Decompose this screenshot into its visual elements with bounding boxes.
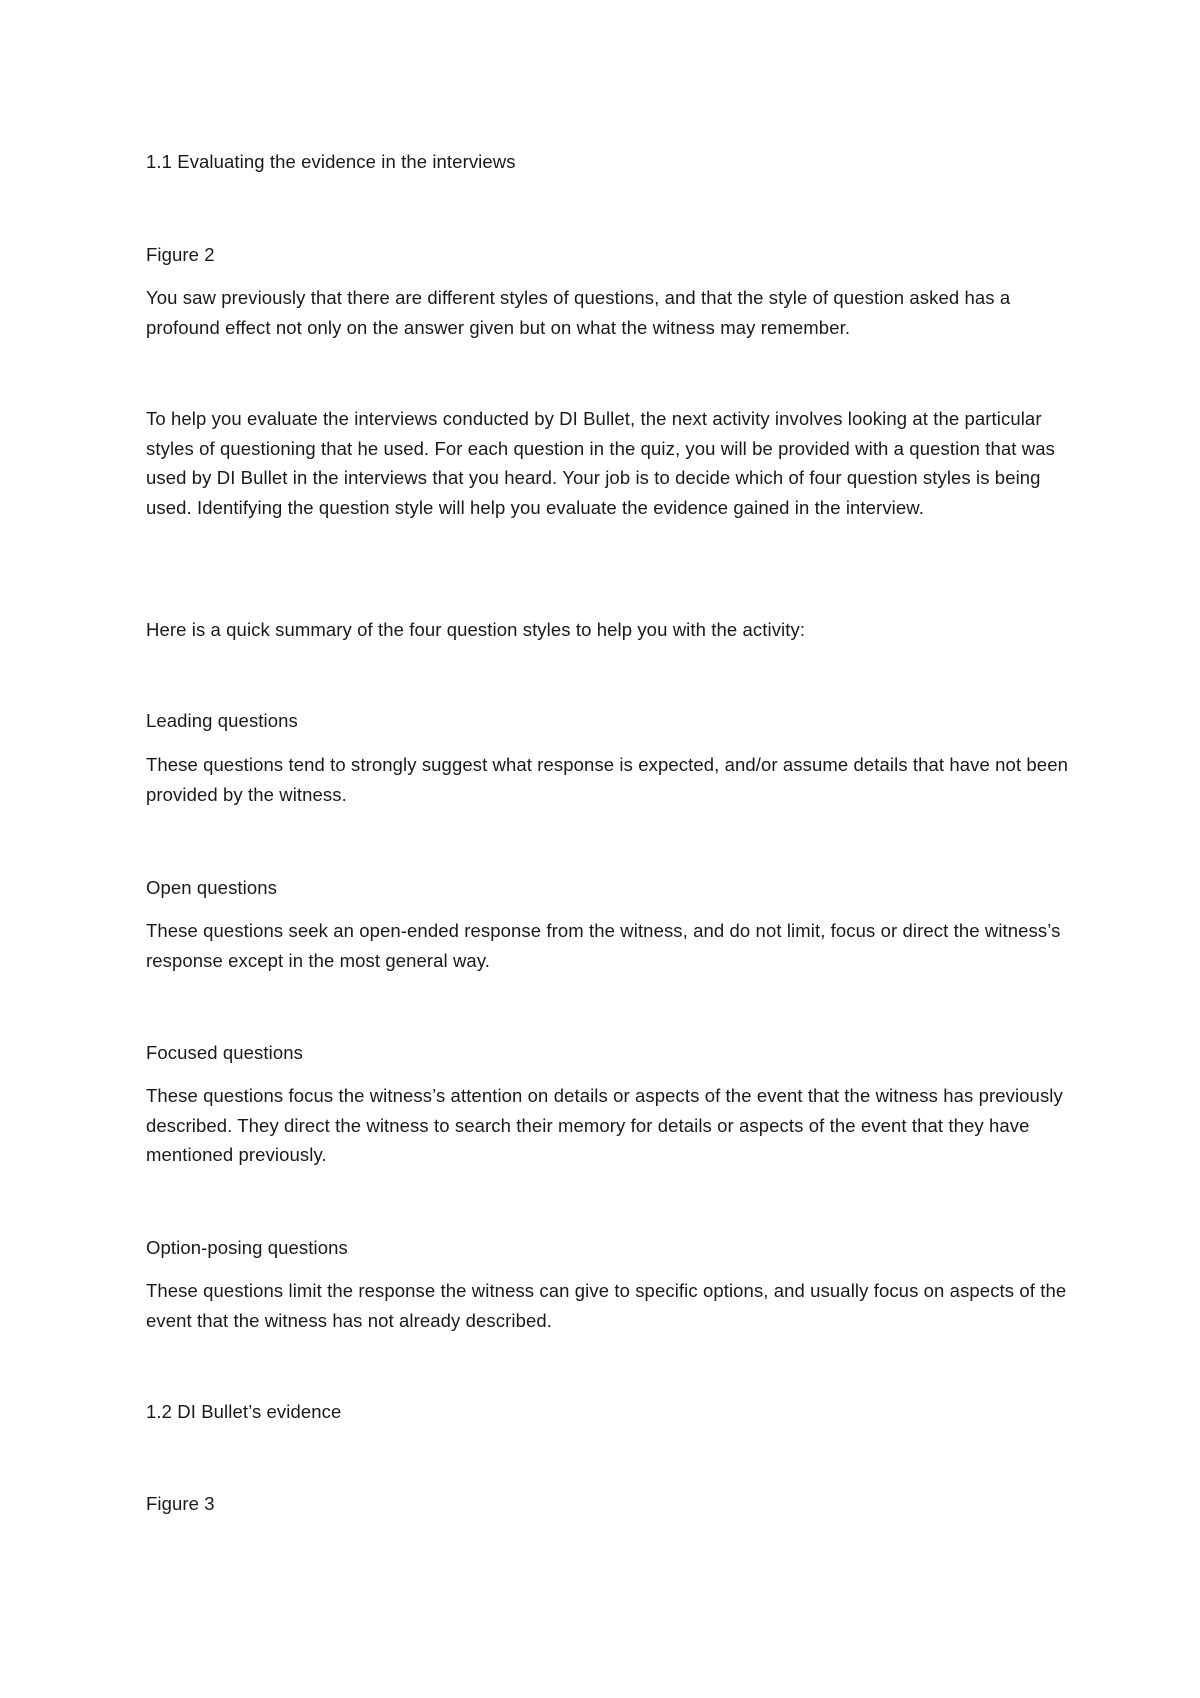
section-heading-bullet-evidence: 1.2 DI Bullet’s evidence [146, 1401, 342, 1422]
style-title-open: Open questions [146, 877, 277, 898]
figure-2-label: Figure 2 [146, 244, 215, 265]
summary-intro: Here is a quick summary of the four question styles to help you with the activity: [146, 619, 806, 640]
style-title-option-posing: Option-posing questions [146, 1237, 348, 1258]
intro-paragraph: You saw previously that there are different styles of questions, and that the style of question asked has a profound effect not only on the answer given but on what the witness may remember. [146, 287, 1011, 338]
style-description-open: These questions seek an open-ended response from the witness, and do not limit, focus or direct the witness’s response except in the most general way. [146, 920, 1061, 971]
style-title-leading: Leading questions [146, 710, 298, 731]
style-title-focused: Focused questions [146, 1042, 303, 1063]
style-description-leading: These questions tend to strongly suggest what response is expected, and/or assume details that have not been provided by the witness. [146, 754, 1068, 805]
style-description-focused: These questions focus the witness’s attention on details or aspects of the event that the witness has previously described. They direct the witness to search their memory for details or aspects of the event that they have mentioned previously. [146, 1085, 1063, 1165]
figure-3-label: Figure 3 [146, 1493, 215, 1514]
section-heading-evaluating-evidence: 1.1 Evaluating the evidence in the interviews [146, 151, 516, 172]
style-description-option-posing: These questions limit the response the witness can give to specific options, and usually focus on aspects of the event that the witness has not already described. [146, 1280, 1067, 1331]
activity-paragraph: To help you evaluate the interviews conducted by DI Bullet, the next activity involves looking at the particular styles of questioning that he used. For each question in the quiz, you will be provided with a question that was used by DI Bullet in the interviews that you heard. Your job is to decide which of four question styles is being used. Identifying the question style will help you evaluate the evidence gained in the interview. [146, 408, 1055, 518]
